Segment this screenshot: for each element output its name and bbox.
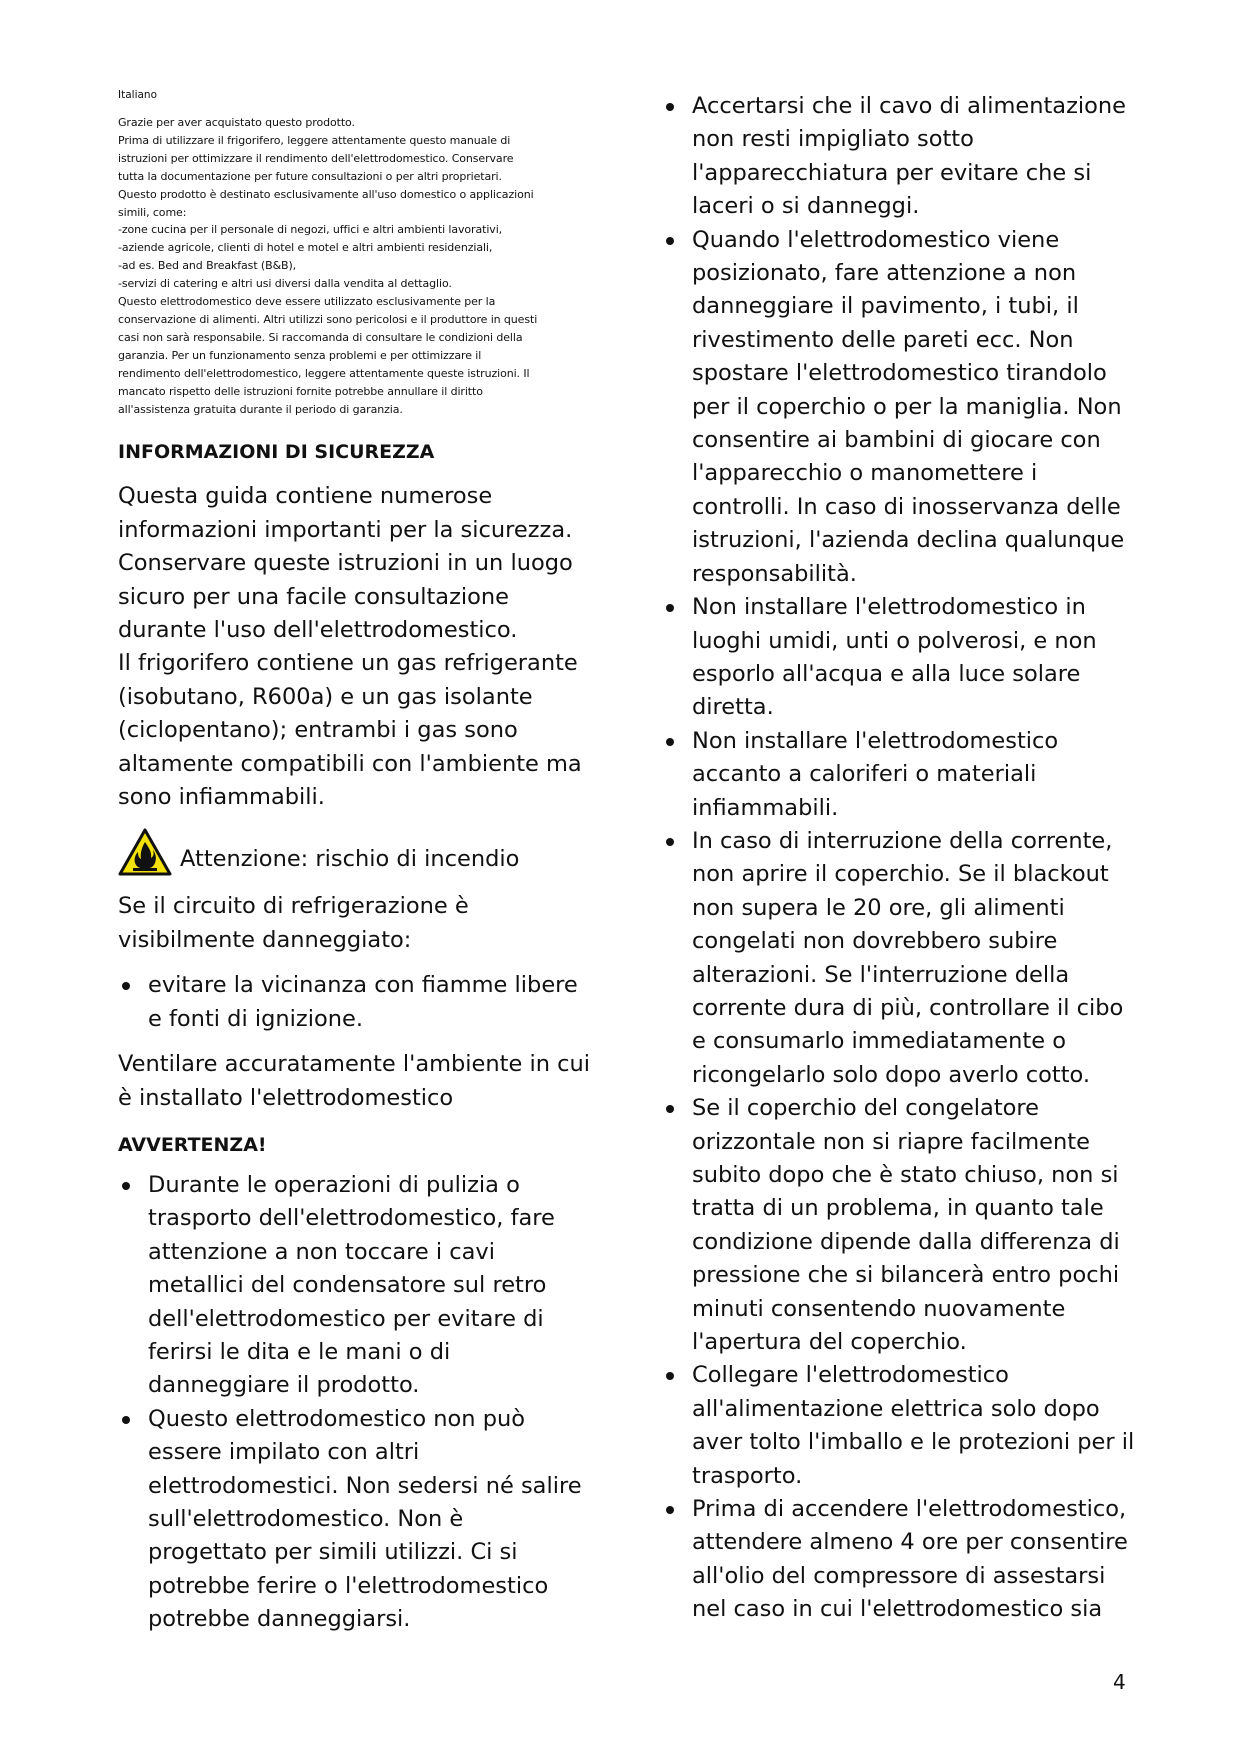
list-item-line: tratta di un problema, in quanto tale (692, 1195, 1104, 1222)
list-item-line: istruzioni, l'azienda declina qualunque (692, 527, 1125, 554)
safety-intro-line: Conservare queste istruzioni in un luogo (118, 550, 573, 577)
list-item-line: Se il coperchio del congelatore (692, 1095, 1040, 1122)
left-column (118, 88, 591, 1637)
list-item-line: Quando l'elettrodomestico viene (692, 226, 1060, 253)
list-item (662, 725, 1140, 825)
list-item-line: elettrodomestici. Non sedersi né salire (148, 1472, 582, 1499)
intro-line: -aziende agricole, clienti di hotel e motel e altri ambienti residenziali, (118, 241, 493, 255)
list-item-line: nel caso in cui l'elettrodomestico sia (692, 1596, 1103, 1623)
flammable-warning-icon (118, 828, 172, 876)
list-item-line: alterazioni. Se l'interruzione della (692, 961, 1070, 988)
intro-line: all'assistenza gratuita durante il periodo di garanzia. (118, 402, 403, 416)
list-item-line: non supera le 20 ore, gli alimenti (692, 894, 1065, 921)
list-item-line: potrebbe ferire o l'elettrodomestico (148, 1572, 549, 1599)
list-item-line: trasporto. (692, 1462, 803, 1489)
list-item-line: per il coperchio o per la maniglia. Non (692, 393, 1122, 420)
list-item (118, 1403, 588, 1637)
intro-line: simili, come: (118, 205, 187, 219)
list-item-line: danneggiare il prodotto. (148, 1372, 420, 1399)
list-item-line: evitare la vicinanza con fiamme libere (148, 972, 578, 999)
list-item-line: potrebbe danneggiarsi. (148, 1606, 411, 1633)
intro-line: Prima di utilizzare il frigorifero, leggere attentamente questo manuale di (118, 133, 511, 147)
safety-intro-line: sono infiammabili. (118, 784, 325, 811)
list-item-line: Accertarsi che il cavo di alimentazione (692, 93, 1127, 119)
list-item-line: rivestimento delle pareti ecc. Non (692, 326, 1074, 353)
safety-intro-line: durante l'uso dell'elettrodomestico. (118, 617, 518, 644)
intro-line: -ad es. Bed and Breakfast (B&B), (118, 259, 297, 273)
list-item-line: Questo elettrodomestico non può (148, 1405, 526, 1432)
safety-heading: INFORMAZIONI DI SICUREZZA (118, 441, 435, 464)
list-item-line: non aprire il coperchio. Se il blackout (692, 861, 1109, 888)
fire-warning-text: Attenzione: rischio di incendio (180, 846, 520, 873)
safety-intro-line: Il frigorifero contiene un gas refrigerante (118, 650, 578, 677)
list-item-line: l'apparecchio o manomettere i (692, 460, 1038, 487)
list-item-line: e fonti di ignizione. (148, 1005, 363, 1032)
list-item-line: ferirsi le dita e le mani o di (148, 1338, 451, 1365)
list-item-line: l'apertura del coperchio. (692, 1329, 967, 1356)
list-item-line: all'alimentazione elettrica solo dopo (692, 1395, 1100, 1422)
right-bullet-list (662, 90, 1140, 1627)
intro-line: conservazione di alimenti. Altri utilizzi sono pericolosi e il produttore in questi (118, 312, 538, 326)
safety-intro-line: (ciclopentano); entrambi i gas sono (118, 717, 518, 744)
intro-line: casi non sarà responsabile. Si raccomanda di consultare le condizioni della (118, 330, 523, 344)
intro-line: istruzioni per ottimizzare il rendimento dell'elettrodomestico. Conservare (118, 151, 514, 165)
safety-intro-line: (isobutano, R600a) e un gas isolante (118, 683, 533, 710)
list-item (662, 90, 1140, 224)
list-item-line: condizione dipende dalla differenza di (692, 1228, 1120, 1255)
warning-bullet-list (118, 1169, 588, 1637)
page-number: 4 (1113, 1670, 1126, 1694)
list-item-line: posizionato, fare attenzione a non (692, 260, 1077, 287)
safety-intro-line: sicuro per una facile consultazione (118, 583, 510, 610)
list-item-line: luoghi umidi, unti o polverosi, e non (692, 627, 1097, 654)
list-item (118, 969, 588, 1036)
list-item-line: minuti consentendo nuovamente (692, 1295, 1066, 1322)
circuit-line: Se il circuito di refrigerazione è (118, 893, 469, 920)
list-item-line: accanto a caloriferi o materiali (692, 761, 1037, 788)
list-item-line: Durante le operazioni di pulizia o (148, 1171, 520, 1198)
list-item-line: essere impilato con altri (148, 1439, 420, 1466)
list-item-line: danneggiare il pavimento, i tubi, il (692, 293, 1079, 320)
list-item-line: In caso di interruzione della corrente, (692, 827, 1113, 854)
circuit-bullet-list (118, 969, 588, 1036)
list-item-line: pressione che si bilancerà entro pochi (692, 1262, 1120, 1289)
list-item-line: congelati non dovrebbero subire (692, 928, 1058, 955)
list-item-line: e consumarlo immediatamente o (692, 1028, 1066, 1055)
list-item-line: corrente dura di più, controllare il cibo (692, 994, 1124, 1021)
intro-paragraph (118, 114, 588, 418)
intro-line: Questo elettrodomestico deve essere utilizzato esclusivamente per la (118, 295, 496, 309)
list-item-line: ricongelarlo solo dopo averlo cotto. (692, 1061, 1091, 1088)
intro-line: tutta la documentazione per future consultazioni o per altri proprietari. (118, 169, 502, 183)
list-item-line: attenzione a non toccare i cavi (148, 1238, 495, 1265)
list-item-line: responsabilità. (692, 560, 857, 587)
list-item (662, 1092, 1140, 1359)
list-item-line: trasporto dell'elettrodomestico, fare (148, 1205, 555, 1232)
list-item-line: non resti impigliato sotto (692, 126, 974, 153)
fire-warning (118, 822, 588, 876)
list-item (662, 1359, 1140, 1493)
safety-intro-paragraph (118, 480, 588, 814)
list-item-line: Prima di accendere l'elettrodomestico, (692, 1496, 1127, 1523)
list-item-line: diretta. (692, 694, 774, 721)
safety-intro-line: altamente compatibili con l'ambiente ma (118, 750, 582, 777)
intro-line: rendimento dell'elettrodomestico, leggere attentamente queste istruzioni. Il (118, 366, 530, 380)
list-item-line: metallici del condensatore sul retro (148, 1272, 547, 1299)
list-item-line: orizzontale non si riapre facilmente (692, 1128, 1090, 1155)
intro-line: mancato rispetto delle istruzioni fornite potrebbe annullare il diritto (118, 384, 483, 398)
list-item-line: dell'elettrodomestico per evitare di (148, 1305, 544, 1332)
list-item (118, 1169, 588, 1403)
list-item-line: consentire ai bambini di giocare con (692, 427, 1101, 454)
intro-line: Grazie per aver acquistato questo prodotto. (118, 116, 355, 129)
list-item-line: Collegare l'elettrodomestico (692, 1362, 1009, 1389)
list-item-line: l'apparecchiatura per evitare che si (692, 159, 1092, 186)
list-item (662, 1493, 1140, 1627)
list-item-line: progettato per simili utilizzi. Ci si (148, 1539, 518, 1566)
ventilate-paragraph (118, 1048, 591, 1115)
circuit-line: visibilmente danneggiato: (118, 926, 412, 953)
language-label: Italiano (118, 89, 157, 101)
intro-line: -servizi di catering e altri usi diversi dalla vendita al dettaglio. (118, 277, 452, 291)
list-item (662, 825, 1140, 1092)
list-item-line: esporlo all'acqua e alla luce solare (692, 660, 1081, 687)
list-item-line: Non installare l'elettrodomestico (692, 727, 1059, 754)
warning-heading: AVVERTENZA! (118, 1133, 267, 1156)
list-item-line: subito dopo che è stato chiuso, non si (692, 1162, 1119, 1188)
list-item-line: sull'elettrodomestico. Non è (148, 1505, 464, 1532)
intro-line: garanzia. Per un funzionamento senza problemi e per ottimizzare il (118, 348, 482, 362)
safety-intro-line: informazioni importanti per la sicurezza. (118, 516, 573, 543)
list-item (662, 224, 1140, 591)
intro-line: -zone cucina per il personale di negozi, uffici e altri ambienti lavorativi, (118, 223, 503, 237)
intro-line: Questo prodotto è destinato esclusivamente all'uso domestico o applicazioni (118, 187, 534, 201)
list-item-line: infiammabili. (692, 794, 839, 821)
list-item-line: controlli. In caso di inosservanza delle (692, 493, 1121, 520)
ventilate-line: è installato l'elettrodomestico (118, 1084, 454, 1111)
list-item-line: aver tolto l'imballo e le protezioni per il (692, 1429, 1135, 1456)
list-item-line: all'olio del compressore di assestarsi (692, 1562, 1106, 1589)
list-item-line: attendere almeno 4 ore per consentire (692, 1529, 1128, 1556)
right-column (662, 90, 1140, 1627)
safety-intro-line: Questa guida contiene numerose (118, 483, 493, 510)
list-item (662, 591, 1140, 725)
list-item-line: laceri o si danneggi. (692, 193, 920, 220)
circuit-paragraph (118, 890, 588, 957)
list-item-line: Non installare l'elettrodomestico in (692, 594, 1086, 621)
list-item-line: spostare l'elettrodomestico tirandolo (692, 360, 1107, 387)
ventilate-line: Ventilare accuratamente l'ambiente in cui (118, 1051, 591, 1078)
